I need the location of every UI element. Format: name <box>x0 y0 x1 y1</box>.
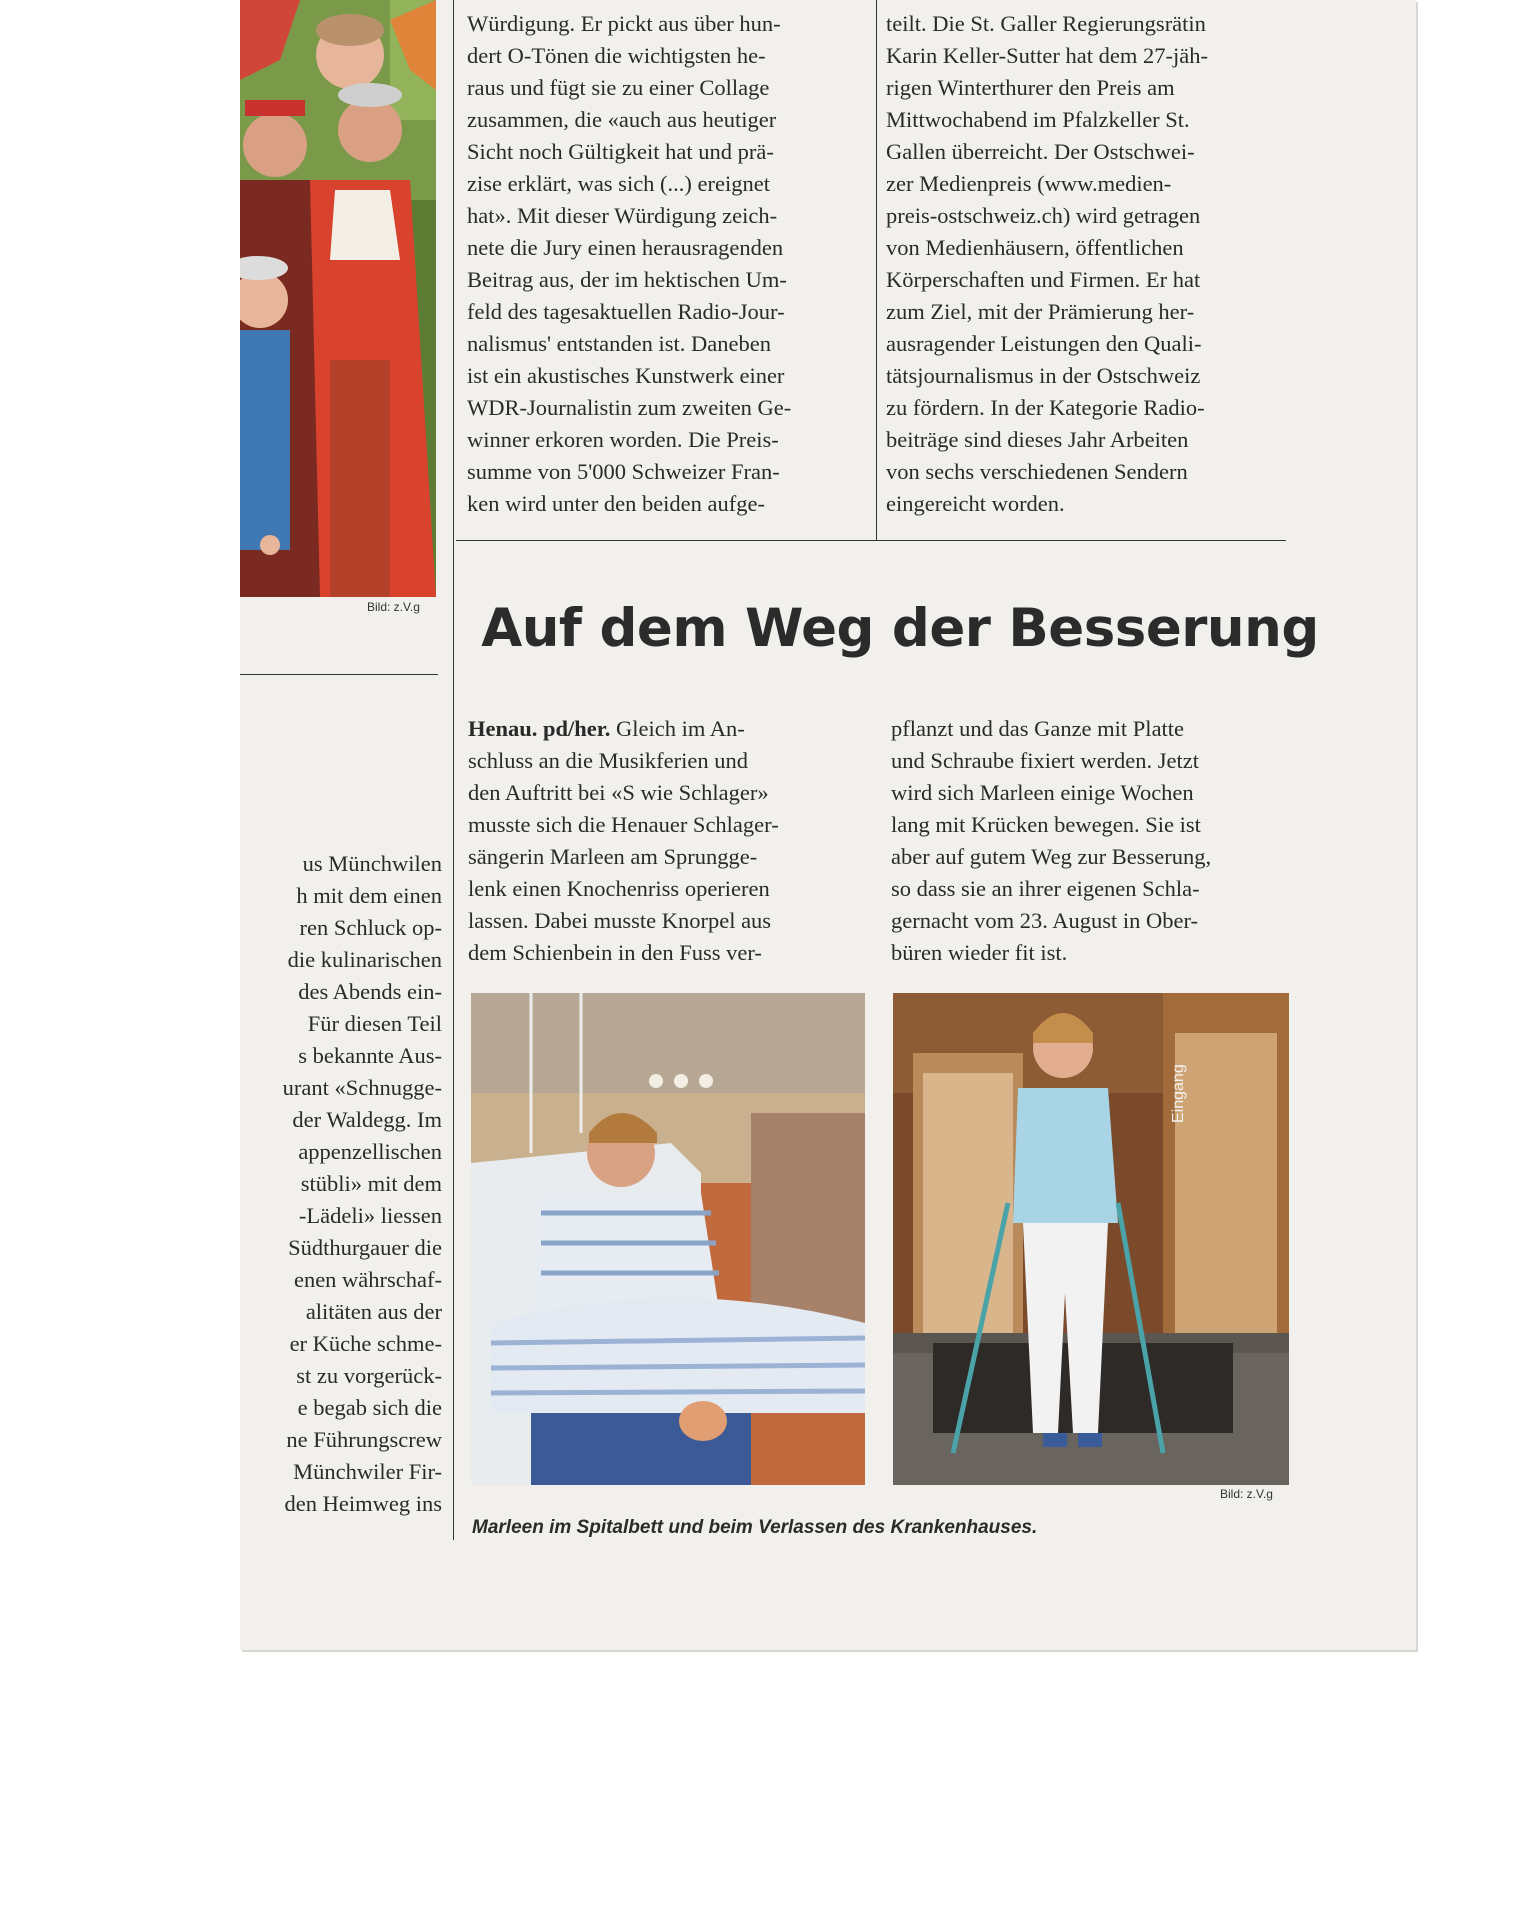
top-article-column-2: teilt. Die St. Galler Regierungsrätin Karin Keller-Sutter hat dem 27-jäh- rigen Winterthurer den Preis am Mittwochabend im Pfalzkeller St. Gallen überreicht. Der Ostschwei- zer Medienpreis (www.medien- preis-ostschweiz.ch) wird getragen von Medienhäusern, öffentlichen Körperschaften und Firmen. Er hat zum Ziel, mit der Prämierung her- ausragender Leistungen den Quali- tätsjournalismus in der Ostschweiz zu fördern. In der Kategorie Radio- beiträge sind dieses Jahr Arbeiten von sechs verschiedenen Sendern eingereicht worden. <box>886 11 1208 516</box>
left-divider <box>240 674 438 675</box>
column-rule-left <box>453 0 454 1540</box>
left-article-fragment: us Münchwilen h mit dem einen ren Schluck op- die kulinarischen des Abends ein- Für diesen Teil s bekannte Aus- urant «Schnugge- der Waldegg. Im appenzellischen stübli» mit dem -Lädeli» liessen Südthurgauer die enen währschaf- alitäten aus der er Küche schme- st zu vorgerück- e begab sich die ne Führungscrew Münchwiler Fir- den Heimweg ins <box>282 851 442 1516</box>
photo-caption: Marleen im Spitalbett und beim Verlassen des Krankenhauses. <box>472 1517 1038 1538</box>
top-article-column-1: Würdigung. Er pickt aus über hun- dert O-Tönen die wichtigsten he- raus und fügt sie zu einer Collage zusammen, die «auch aus heutiger Sicht noch Gültigkeit hat und prä- zise erklärt, was sich (...) ereignet hat». Mit dieser Würdigung zeich- nete die Jury einen herausragenden Beitrag aus, der im hektischen Um- feld des tagesaktuellen Radio-Jour- nalismus' entstanden ist. Daneben ist ein akustisches Kunstwerk einer WDR-Journalistin zum zweiten Ge- winner erkoren worden. Die Preis- summe von 5'000 Schweizer Fran- ken wird unter den beiden aufge- <box>467 11 792 516</box>
column-rule-middle <box>876 0 877 540</box>
photo-credit-main: Bild: z.V.g <box>1220 1487 1273 1501</box>
hospital-bed-photo <box>471 993 865 1485</box>
article-headline: Auf dem Weg der Besserung <box>481 598 1319 659</box>
entrance-sign: Eingang <box>1170 1064 1187 1123</box>
article-dateline: Henau. pd/her. <box>468 716 611 741</box>
crutches-entrance-photo <box>893 993 1289 1485</box>
main-article-column-1: Henau. pd/her. Gleich im An- schluss an die Musikferien und den Auftritt bei «S wie Schlager» musste sich die Henauer Schlager- sängerin Marleen am Sprungge- lenk einen Knochenriss operieren lassen. Dabei musste Knorpel aus dem Schienbein in den Fuss ver- <box>468 716 779 965</box>
photo-credit: Bild: z.V.g <box>367 600 420 614</box>
main-article-column-2: pflanzt und das Ganze mit Platte und Schraube fixiert werden. Jetzt wird sich Marleen einige Wochen lang mit Krücken bewegen. Sie ist aber auf gutem Weg zur Besserung, so dass sie an ihrer eigenen Schla- gernacht vom 23. August in Ober- büren wieder fit ist. <box>891 716 1212 965</box>
children-costume-photo <box>240 0 436 597</box>
article-separator-rule <box>456 540 1286 541</box>
